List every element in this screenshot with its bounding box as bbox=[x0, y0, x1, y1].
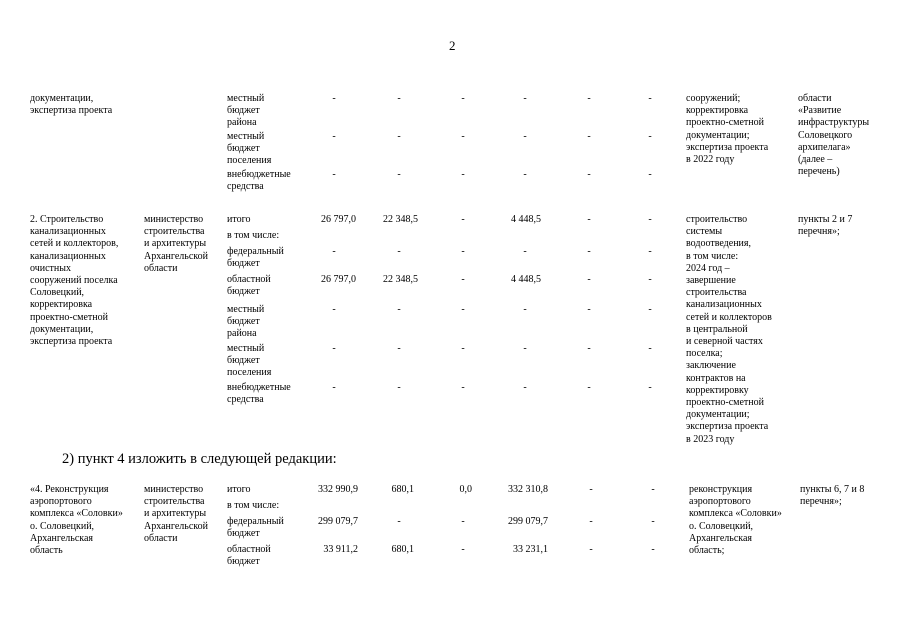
block1-row-v4: - bbox=[587, 169, 591, 180]
block1-row-v0: - bbox=[332, 169, 336, 180]
block1-row-v2: - bbox=[461, 93, 465, 104]
block2-row-v2: - bbox=[461, 382, 465, 393]
block1-row-v0: - bbox=[332, 131, 336, 142]
block2-row-v3: 4 448,5 bbox=[511, 214, 541, 225]
block3-row-v1: - bbox=[397, 516, 401, 527]
block2-row-v0: - bbox=[332, 304, 336, 315]
block3-row-src: областной бюджет bbox=[227, 544, 271, 568]
block3-row-v3: 33 231,1 bbox=[513, 544, 548, 555]
block2-row-v5: - bbox=[648, 274, 652, 285]
page-number: 2 bbox=[449, 38, 456, 53]
block2-row-src: в том числе: bbox=[227, 230, 280, 241]
block2-row-v0: - bbox=[332, 246, 336, 257]
block2-row-v1: - bbox=[397, 304, 401, 315]
block2-row-v5: - bbox=[648, 214, 652, 225]
block2-row-v3: - bbox=[523, 304, 527, 315]
block3-row-v0: 332 990,9 bbox=[318, 484, 358, 495]
block2-row-v4: - bbox=[587, 382, 591, 393]
block1-name: документации, экспертиза проекта bbox=[30, 93, 113, 117]
block1-row-src: местный бюджет района bbox=[227, 93, 265, 129]
block3-row-src: федеральный бюджет bbox=[227, 516, 284, 540]
block2-row-v5: - bbox=[648, 304, 652, 315]
block2-row-v4: - bbox=[587, 214, 591, 225]
block2-row-v4: - bbox=[587, 246, 591, 257]
block3-row-v4: - bbox=[589, 484, 593, 495]
block3-result: реконструкция аэропортового комплекса «Соловки» о. Соловецкий, Архангельская область; bbox=[689, 484, 782, 557]
block2-row-v5: - bbox=[648, 382, 652, 393]
block3-ref: пункты 6, 7 и 8 перечня»; bbox=[800, 484, 865, 508]
block3-row-v2: - bbox=[461, 516, 465, 527]
block2-row-v3: - bbox=[523, 343, 527, 354]
block2-row-v0: - bbox=[332, 382, 336, 393]
block2-row-src: итого bbox=[227, 214, 251, 225]
block1-row-v1: - bbox=[397, 131, 401, 142]
block1-row-v3: - bbox=[523, 169, 527, 180]
block2-row-v4: - bbox=[587, 343, 591, 354]
block3-row-v5: - bbox=[651, 544, 655, 555]
block2-row-v0: - bbox=[332, 343, 336, 354]
block1-row-v4: - bbox=[587, 131, 591, 142]
block1-ref: области «Развитие инфраструктуры Соловецкого архипелага» (далее – перечень) bbox=[798, 93, 870, 178]
block1-row-src: местный бюджет поселения bbox=[227, 131, 272, 167]
block1-row-v1: - bbox=[397, 169, 401, 180]
block2-row-src: местный бюджет района bbox=[227, 304, 265, 340]
block2-row-v2: - bbox=[461, 343, 465, 354]
block2-row-src: местный бюджет поселения bbox=[227, 343, 272, 379]
block3-row-v1: 680,1 bbox=[391, 544, 414, 555]
block3-row-v4: - bbox=[589, 544, 593, 555]
block2-row-v2: - bbox=[461, 214, 465, 225]
block3-row-v1: 680,1 bbox=[391, 484, 414, 495]
block2-row-v0: 26 797,0 bbox=[321, 274, 356, 285]
block3-row-src: в том числе: bbox=[227, 500, 280, 511]
block3-row-v0: 299 079,7 bbox=[318, 516, 358, 527]
block3-row-v2: - bbox=[461, 544, 465, 555]
block1-row-v5: - bbox=[648, 93, 652, 104]
block1-row-v5: - bbox=[648, 131, 652, 142]
block2-row-v2: - bbox=[461, 274, 465, 285]
block2-row-v2: - bbox=[461, 246, 465, 257]
paragraph-heading: 2) пункт 4 изложить в следующей редакции: bbox=[62, 451, 337, 467]
block2-name: 2. Строительство канализационных сетей и коллекторов, канализационных очистных сооружений поселка Соловецкий, корректировка проектно-сметной документации, экспертиза проекта bbox=[30, 214, 119, 348]
block1-row-v3: - bbox=[523, 131, 527, 142]
block1-row-v0: - bbox=[332, 93, 336, 104]
block3-row-v2: 0,0 bbox=[459, 484, 472, 495]
block2-ref: пункты 2 и 7 перечня»; bbox=[798, 214, 853, 238]
block1-row-v1: - bbox=[397, 93, 401, 104]
block2-row-v1: 22 348,5 bbox=[383, 274, 418, 285]
block1-row-v2: - bbox=[461, 131, 465, 142]
block2-row-v3: - bbox=[523, 382, 527, 393]
block2-result: строительство системы водоотведения, в том числе: 2024 год – завершение строительства канализационных сетей и коллекторов в центральной и северной частях поселка; заключение контрактов на корректировку проектно-сметной документации; экспертиза проекта в 2023 году bbox=[686, 214, 772, 445]
block1-row-v5: - bbox=[648, 169, 652, 180]
block3-row-v5: - bbox=[651, 484, 655, 495]
block1-row-v3: - bbox=[523, 93, 527, 104]
block3-row-v3: 332 310,8 bbox=[508, 484, 548, 495]
block2-row-v4: - bbox=[587, 274, 591, 285]
block3-row-v0: 33 911,2 bbox=[323, 544, 358, 555]
block2-row-v5: - bbox=[648, 343, 652, 354]
block1-row-v4: - bbox=[587, 93, 591, 104]
block3-row-v3: 299 079,7 bbox=[508, 516, 548, 527]
block1-result: сооружений; корректировка проектно-сметной документации; экспертиза проекта в 2022 году bbox=[686, 93, 769, 166]
block2-executor: министерство строительства и архитектуры Архангельской области bbox=[144, 214, 208, 274]
block1-row-v2: - bbox=[461, 169, 465, 180]
block2-row-src: областной бюджет bbox=[227, 274, 271, 298]
block2-row-v0: 26 797,0 bbox=[321, 214, 356, 225]
block2-row-v4: - bbox=[587, 304, 591, 315]
block3-name: «4. Реконструкция аэропортового комплекса «Соловки» о. Соловецкий, Архангельская область bbox=[30, 484, 123, 557]
block2-row-v3: - bbox=[523, 246, 527, 257]
block2-row-src: внебюджетные средства bbox=[227, 382, 291, 406]
block2-row-v1: - bbox=[397, 343, 401, 354]
block2-row-v3: 4 448,5 bbox=[511, 274, 541, 285]
block3-row-v5: - bbox=[651, 516, 655, 527]
block3-row-src: итого bbox=[227, 484, 251, 495]
block1-row-src: внебюджетные средства bbox=[227, 169, 291, 193]
block2-row-src: федеральный бюджет bbox=[227, 246, 284, 270]
block2-row-v2: - bbox=[461, 304, 465, 315]
block2-row-v1: - bbox=[397, 246, 401, 257]
block2-row-v1: 22 348,5 bbox=[383, 214, 418, 225]
block2-row-v1: - bbox=[397, 382, 401, 393]
block3-executor: министерство строительства и архитектуры Архангельской области bbox=[144, 484, 208, 544]
block2-row-v5: - bbox=[648, 246, 652, 257]
block3-row-v4: - bbox=[589, 516, 593, 527]
